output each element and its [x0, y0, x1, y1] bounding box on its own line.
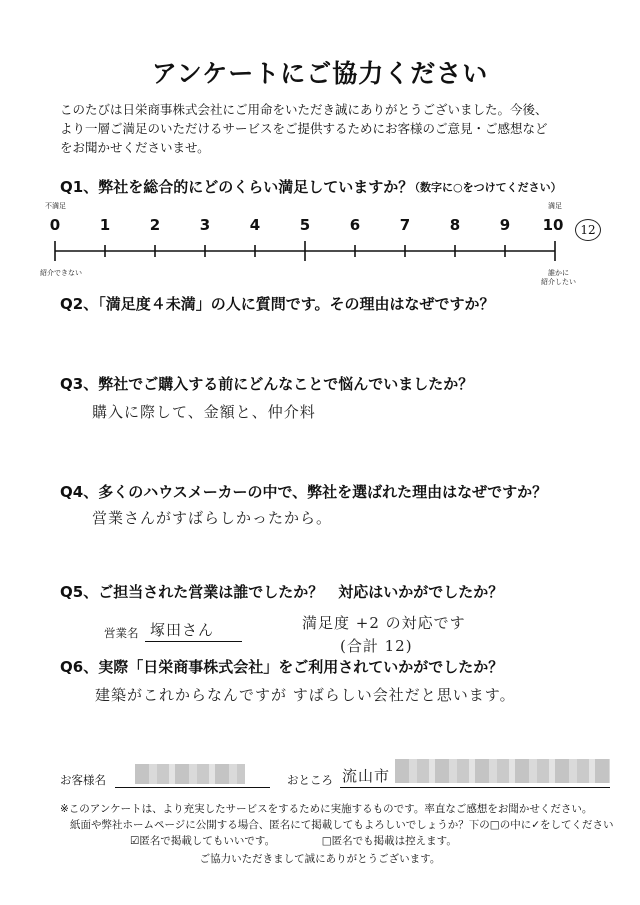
intro-text — [60, 100, 600, 157]
intro-line: このたびは日栄商事株式会社にご用命をいただき誠にありがとうございました。今後、 — [60, 102, 548, 117]
scale-right-top-label: 満足 — [548, 202, 562, 210]
response-answer-line2: (合計 12) — [340, 637, 413, 655]
sales-name-label: 営業名 — [104, 626, 139, 640]
option-anonymous-ok-checkbox[interactable]: ☑匿名で掲載してもいいです。 — [130, 835, 276, 847]
question-6-answer: 建築がこれからなんですが すばらしい会社だと思います。 — [95, 686, 516, 704]
address-answer: 流山市 — [342, 767, 391, 785]
question-2: Q2、「満足度４未満」の人に質問です。その理由はなぜですか？ — [60, 295, 495, 313]
footer-line-1: ※このアンケートは、より充実したサービスをするために実施するものです。率直なご感想をお聞かせください。 — [60, 803, 593, 815]
scale-left-bottom-label: 紹介できない — [40, 269, 82, 277]
scale-number[interactable]: 3 — [199, 216, 211, 234]
question-1: Q1、弊社を総合的にどのくらい満足していますか？ — [60, 178, 414, 196]
scale-number[interactable]: 8 — [449, 216, 461, 234]
option-anonymous-no-checkbox[interactable]: □匿名でも掲載は控えます。 — [321, 835, 457, 847]
question-5: Q5、ご担当された営業は誰でしたか？ 対応はいかがでしたか？ — [60, 583, 504, 601]
scale-number[interactable]: 2 — [149, 216, 161, 234]
footer-options — [60, 833, 620, 849]
address-underline — [340, 786, 610, 788]
scale-number[interactable]: 0 — [49, 216, 61, 234]
address-label: おところ — [287, 773, 333, 787]
footer-thanks: ご協力いただきまして誠にありがとうございます。 — [199, 853, 441, 865]
question-4-answer: 営業さんがすばらしかったから。 — [92, 509, 333, 527]
sales-name-underline — [145, 640, 242, 642]
scale-number[interactable]: 1 — [99, 216, 111, 234]
scale-number[interactable]: 5 — [299, 216, 311, 234]
question-1-note: （数字に○をつけてください） — [409, 181, 562, 194]
footer-line-2: 紙面や弊社ホームページに公開する場合、匿名にて掲載してもよろしいでしょうか？下の□の中に✓をしてください — [70, 819, 614, 831]
intro-line: をお聞かせくださいませ。 — [60, 140, 210, 155]
question-4: Q4、多くのハウスメーカーの中で、弊社を選ばれた理由はなぜですか？ — [60, 483, 548, 501]
response-answer-line1: 満足度 +2 の対応です — [302, 614, 466, 632]
question-3: Q3、弊社でご購入する前にどんなことで悩んでいましたか？ — [60, 375, 474, 393]
page-title: アンケートにご協力ください — [151, 59, 489, 88]
scale-number[interactable]: 7 — [399, 216, 411, 234]
footer-notes — [60, 801, 620, 849]
scale-number[interactable]: 9 — [499, 216, 511, 234]
question-6: Q6、実際「日栄商事株式会社」をご利用されていかがでしたか？ — [60, 658, 504, 676]
intro-line: より一層ご満足のいただけるサービスをご提供するためにお客様のご意見・ご感想など — [60, 121, 548, 136]
satisfaction-scale-line — [40, 236, 580, 266]
customer-name-label: お客様名 — [60, 773, 106, 787]
scale-number[interactable]: 4 — [249, 216, 261, 234]
scale-right-bottom-label-2: 紹介したい — [541, 278, 576, 286]
scale-number[interactable]: 6 — [349, 216, 361, 234]
redacted-customer-name — [135, 764, 245, 784]
question-3-answer: 購入に際して、金額と、仲介料 — [92, 403, 316, 421]
redacted-address — [395, 759, 610, 783]
customer-name-underline — [115, 786, 270, 788]
scale-right-bottom-label-1: 誰かに — [548, 269, 569, 277]
handwritten-answer-circle: 12 — [575, 219, 601, 241]
scale-number[interactable]: 10 — [542, 216, 564, 234]
sales-name-answer: 塚田さん — [150, 621, 215, 639]
scale-left-top-label: 不満足 — [45, 202, 66, 210]
